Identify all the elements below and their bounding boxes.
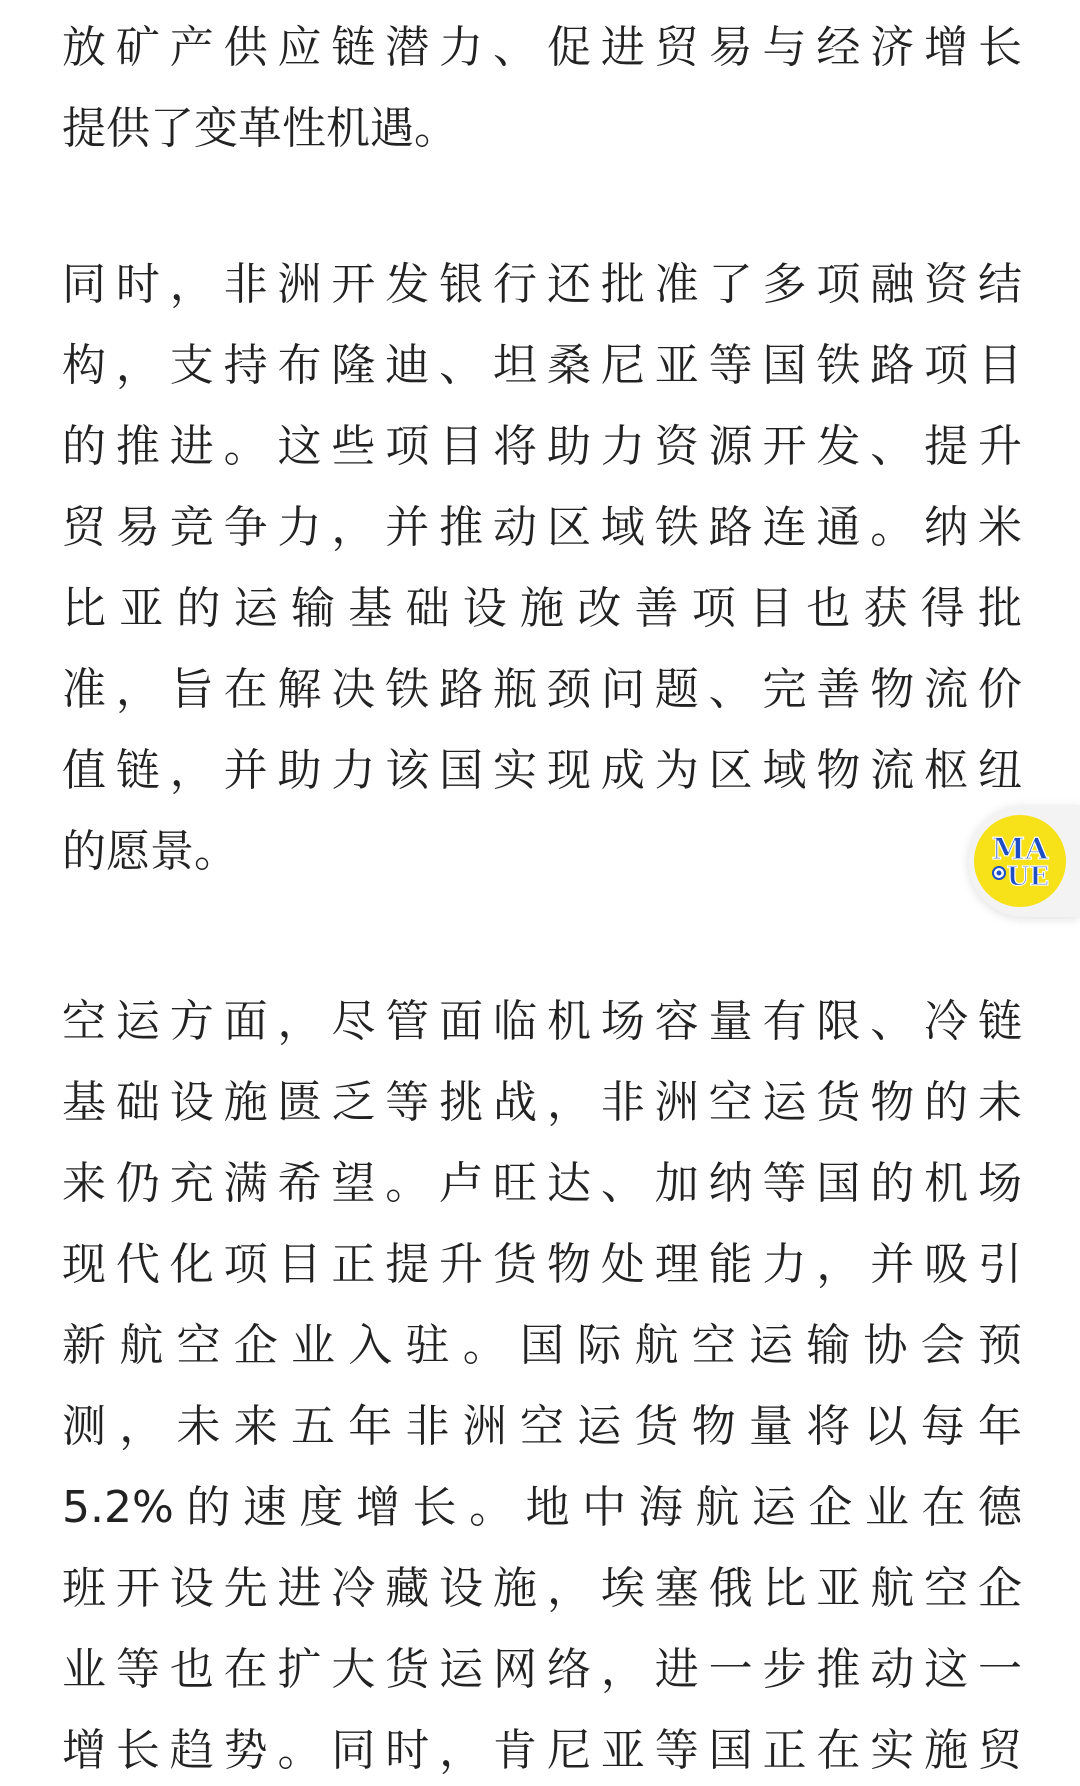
- text-line: 的愿景。: [62, 826, 238, 877]
- text-line: 来仍充满希望。卢旺达、加纳等国的机场: [62, 1158, 1022, 1209]
- text-line: 现代化项目正提升货物处理能力，并吸引: [62, 1239, 1022, 1290]
- paragraph-1: [62, 7, 1022, 169]
- text-line: 增长趋势。同时，肯尼亚等国正在实施贸: [62, 1725, 1022, 1776]
- text-line: 测，未来五年非洲空运货物量将以每年: [62, 1401, 1022, 1452]
- text-line: 空运方面，尽管面临机场容量有限、冷链: [62, 996, 1022, 1047]
- text-line: 构，支持布隆迪、坦桑尼亚等国铁路项目: [62, 340, 1022, 391]
- text-line: 新航空企业入驻。国际航空运输协会预: [62, 1320, 1022, 1371]
- text-line: 业等也在扩大货运网络，进一步推动这一: [62, 1644, 1022, 1695]
- text-line: 准，旨在解决铁路瓶颈问题、完善物流价: [62, 664, 1022, 715]
- maue-logo-icon: [974, 815, 1066, 907]
- text-line: 5.2%的速度增长。地中海航运企业在德: [62, 1482, 1022, 1533]
- text-line: 比亚的运输基础设施改善项目也获得批: [62, 583, 1022, 634]
- text-line: 放矿产供应链潜力、促进贸易与经济增长: [62, 22, 1022, 73]
- text-line: 基础设施匮乏等挑战，非洲空运货物的未: [62, 1077, 1022, 1128]
- text-line: 的推进。这些项目将助力资源开发、提升: [62, 421, 1022, 472]
- logo-text-bottom: UE: [1006, 862, 1050, 892]
- floating-logo-button[interactable]: [968, 805, 1080, 917]
- text-line: 班开设先进冷藏设施，埃塞俄比亚航空企: [62, 1563, 1022, 1614]
- text-line: 同时，非洲开发银行还批准了多项融资结: [62, 259, 1022, 310]
- logo-text-top: MA: [991, 832, 1049, 867]
- paragraph-3: [62, 981, 1022, 1786]
- text-line: 提供了变革性机遇。: [62, 103, 458, 154]
- paragraph-2: [62, 244, 1022, 892]
- text-line: 贸易竞争力，并推动区域铁路连通。纳米: [62, 502, 1022, 553]
- text-line: 值链，并助力该国实现成为区域物流枢纽: [62, 745, 1022, 796]
